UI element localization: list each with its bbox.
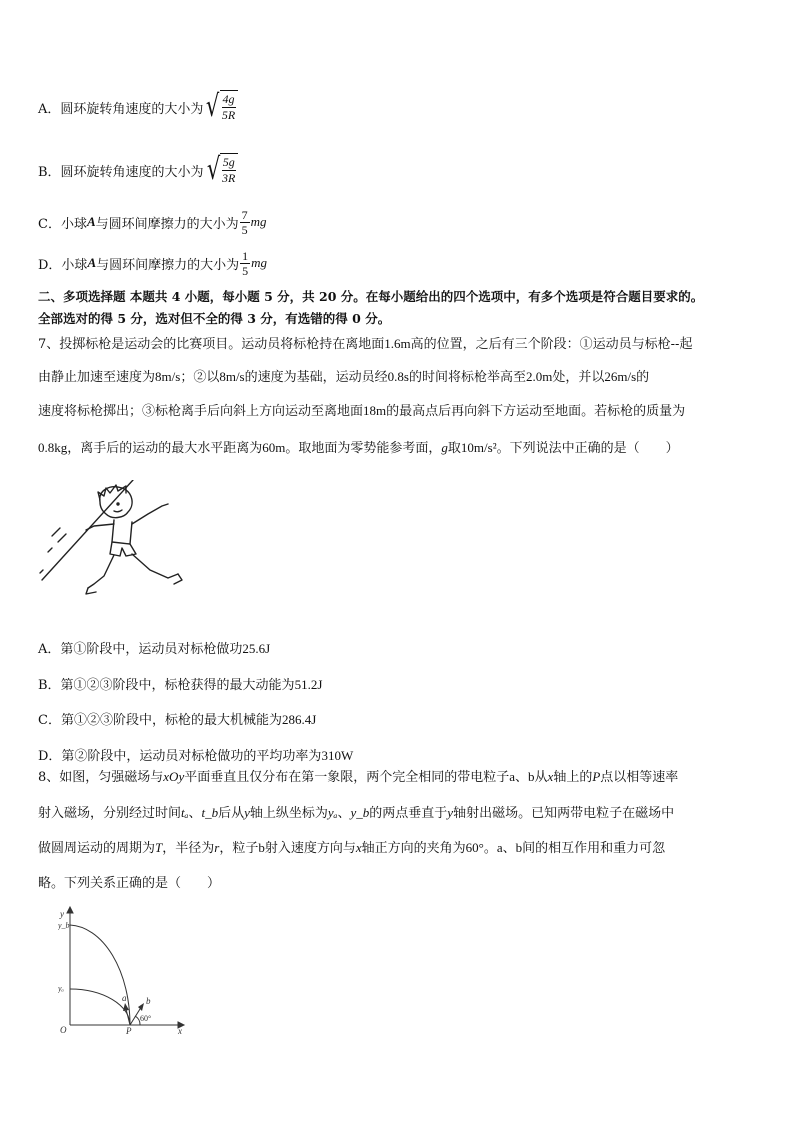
q7-options [38,632,353,774]
particle-a-label: a [122,993,127,1003]
ya-label: yₐ [58,984,64,993]
q6-option-a [38,86,238,128]
q6-option-b-text: B．圆环旋转角速度的大小为 [38,164,204,180]
question-8: 8、如图，匀强磁场与xOy平面垂直且仅分布在第一象限，两个完全相同的带电粒子a、b从x轴上的P点以相等速率 射入磁场，分别经过时间tₐ、t_b后从y轴上纵坐标为yₐ、y_b的两点垂直于y轴射出磁场。已知两带电粒子在磁场中 做圆周运动的周期为T，半径为r，粒子b射入速度方向与x轴正方向的夹角为60°。a、b间的相互作用和重力可忽 略。下列关系正确的是（ ） [38,769,679,891]
q7-option-a: A．第①阶段中，运动员对标枪做功25.6J [38,641,271,657]
p-label: P [126,1026,132,1035]
question-7: 7、投掷标枪是运动会的比赛项目。运动员将标枪持在离地面1.6m高的位置，之后有三个阶段：①运动员与标枪--起 由静止加速至速度为8m/s；②以8m/s的速度为基础，运动员经0.8s的时间将标枪举高至2.0m处，并以26m/s的 速度将标枪掷出；③标枪离手后向斜上方向运动至离地面18m的最高点后再向斜下方运动至地面。若标枪的质量为 0.8kg，离手后的运动的最大水平距离为60m。取地面为零势能参考面，g取10m/s²。下列说法中正确的是（ ） [38,336,693,456]
angle-label: 60° [140,1014,152,1023]
sqrt-5g-3R: √ 5g 3R [204,153,238,187]
y-axis-label: y [60,909,64,919]
x-axis-label: x [178,1026,182,1035]
sqrt-4g-5R: √ 4g 5R [203,90,237,124]
origin-label: O [60,1025,67,1035]
q7-option-c: C．第①②③阶段中，标枪的最大机械能为286.4J [38,712,317,728]
fraction-7-5: $\frac{7}{5}$ [241,207,248,237]
yb-label: y_b [58,921,70,930]
q6-option-c: C．小球 A 与圆环间摩擦力的大小为 $\frac{7}{5}$ mg [38,207,267,237]
javelin-thrower-illustration [38,480,188,605]
q6-option-d: D．小球 A 与圆环间摩擦力的大小为 $\frac{1}{5}$ mg [38,248,268,278]
trajectory-b [70,925,130,1025]
particle-b-label: b [146,996,151,1006]
q7-option-b: B．第①②③阶段中，标枪获得的最大动能为51.2J [38,676,323,693]
magnetic-field-diagram [58,905,188,1035]
trajectory-a [70,989,130,1025]
q6-option-a-text: A．圆环旋转角速度的大小为 [38,101,204,117]
q7-option-d: D．第②阶段中，运动员对标枪做功的平均功率为310W [38,747,354,764]
q6-option-b [38,149,238,191]
fraction-1-5: $\frac{1}{5}$ [242,248,249,278]
section2-instructions: 二、多项选择题 本题共 4 小题，每小题 5 分，共 20 分。在每小题给出的四个选项中，有多个选项是符合题目要求的。 全部选对的得 5 分，选对但不全的得 3 分，有选错的得 0 分。 [38,289,704,326]
